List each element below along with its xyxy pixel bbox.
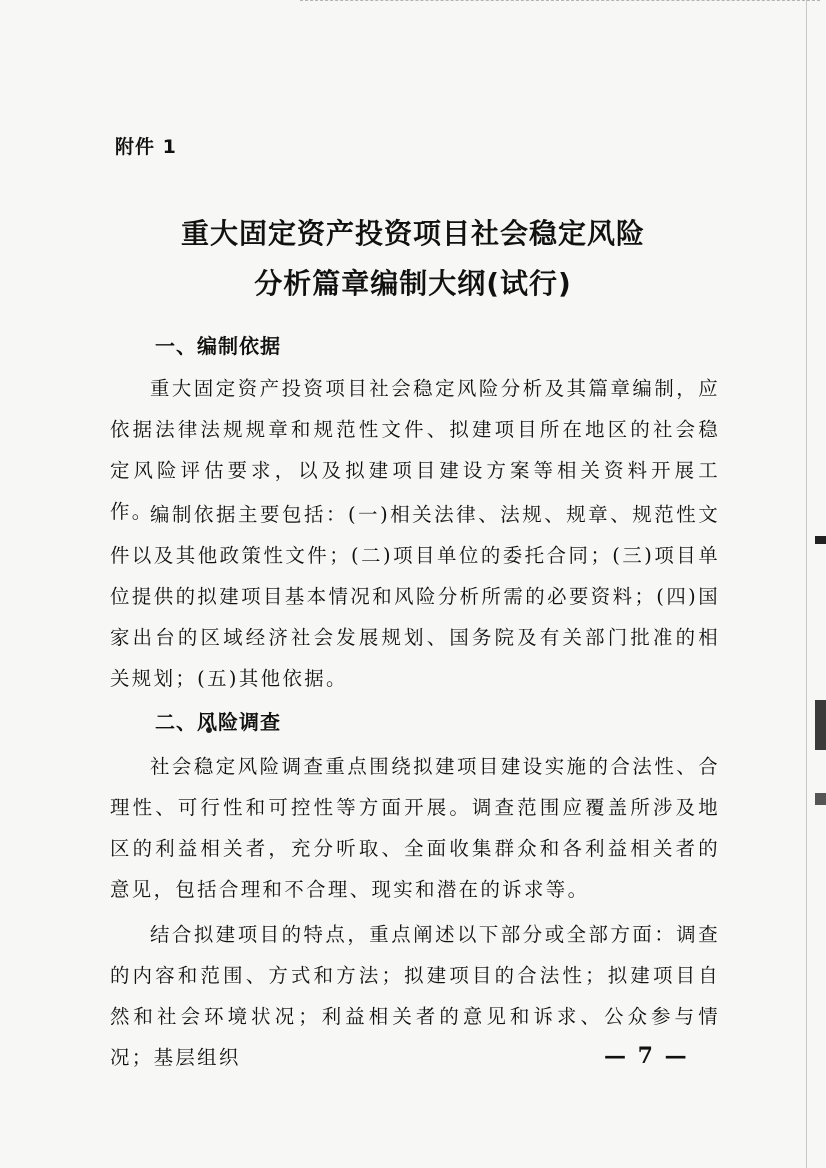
scan-mark [815, 793, 826, 805]
section-1-paragraph-1: 重大固定资产投资项目社会稳定风险分析及其篇章编制，应依据法律法规规章和规范性文件、拟建项目所在地区的社会稳定风险评估要求，以及拟建项目建设方案等相关资料开展工作。 [110, 377, 720, 523]
scan-edge-right [806, 0, 807, 1168]
section-heading-2: 二、风险调查 [155, 710, 281, 734]
section-2-paragraph-2: 结合拟建项目的特点，重点阐述以下部分或全部方面：调查的内容和范围、方式和方法；拟建项目的合法性；拟建项目自然和社会环境状况；利益相关者的意见和诉求、公众参与情况；基层组织 [110, 923, 720, 1069]
attachment-label: 附件 1 [115, 136, 177, 158]
page-number: — 7 — [604, 1043, 689, 1069]
document-title-line-1: 重大固定资产投资项目社会稳定风险 [180, 217, 645, 250]
section-heading-1: 一、编制依据 [155, 334, 281, 358]
section-2-paragraph-1: 社会稳定风险调查重点围绕拟建项目建设实施的合法性、合理性、可行性和可控性等方面开展。调查范围应覆盖所涉及地区的利益相关者，充分听取、全面收集群众和各利益相关者的意见，包括合理和不合理、现实和潜在的诉求等。 [110, 755, 720, 901]
scan-edge-top [300, 0, 820, 7]
scan-mark [815, 700, 826, 750]
document-title-line-2: 分析篇章编制大纲(试行) [254, 267, 572, 300]
section-1-paragraph-2: 编制依据主要包括：(一)相关法律、法规、规章、规范性文件以及其他政策性文件；(二)项目单位的委托合同；(三)项目单位提供的拟建项目基本情况和风险分析所需的必要资料；(四)国家出台的区域经济社会发展规划、国务院及有关部门批准的相关规划；(五)其他依据。 [110, 503, 720, 690]
scan-mark [815, 536, 826, 544]
